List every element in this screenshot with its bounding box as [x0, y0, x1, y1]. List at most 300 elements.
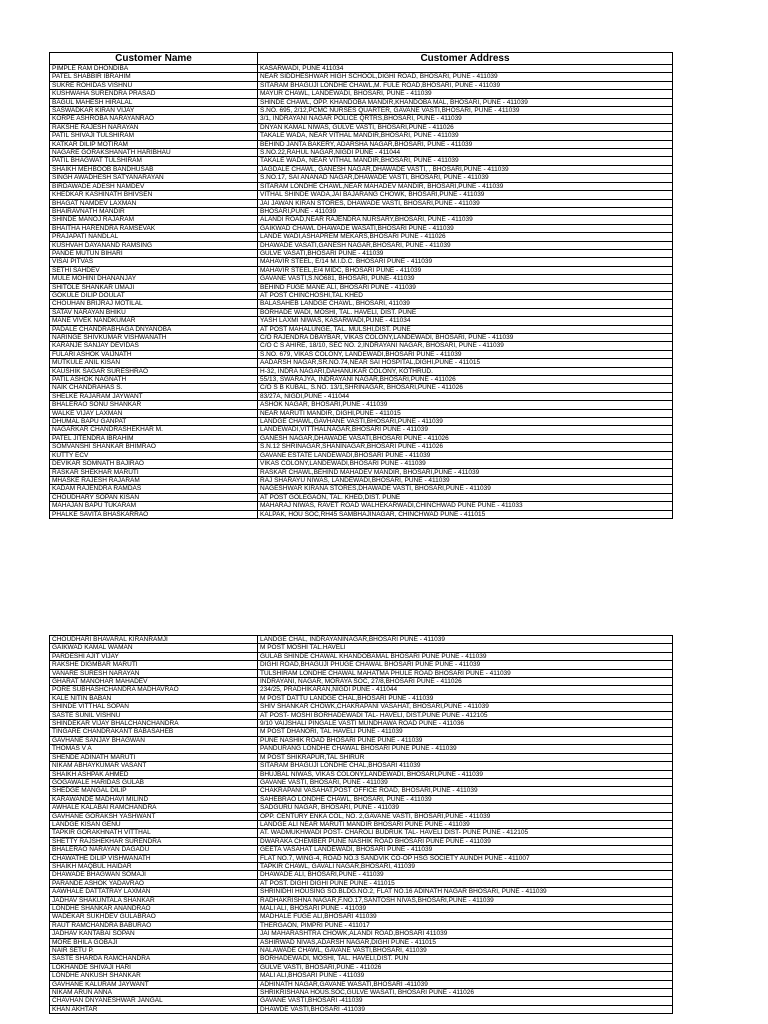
customer-address-cell: BHUJBAL NIWAS, VIKAS COLONY,LANDEWADI, BHOSARI,PUNE - 411039 — [258, 770, 673, 778]
customer-address-cell: S.NO.17, SAI ANANAD NAGAR,DHAWADE VASTI, BHOSARI, PUNE - 411039 — [258, 174, 673, 182]
table-row — [50, 115, 673, 123]
table-row — [50, 98, 673, 106]
customer-name-cell: PARDESHI AJIT VIJAY — [50, 652, 258, 660]
customer-address-cell: NEAR MARUTI MANDIR, DIGHI,PUNE - 411015 — [258, 409, 673, 417]
customer-name-cell: SASTE SHARDA RAMCHANDRA — [50, 955, 258, 963]
customer-name-cell: CHOUDHARY SOPAN KISAN — [50, 493, 258, 501]
customer-address-cell: JAI JAWAN KIRAN STORES, DHAWADE VASTI, BHOSARI,PUNE - 411039 — [258, 199, 673, 207]
table-row — [50, 216, 673, 224]
table-row — [50, 376, 673, 384]
customer-name-cell: PATIL ASHOK NAGNATH — [50, 376, 258, 384]
customer-address-cell: M POST DHANORI, TAL HAVELI PUNE - 411039 — [258, 728, 673, 736]
customer-name-cell: WALKE VIJAY LAXMAN — [50, 409, 258, 417]
customer-name-cell: MORE BHILA GOBAJI — [50, 938, 258, 946]
customer-name-cell: SHINDE MANOJ RAJARAM — [50, 216, 258, 224]
customer-address-cell: NAGESHWAR KIRANA STORES,DHAWADE VASTI, BHOSARI,PUNE - 411039 — [258, 485, 673, 493]
table-row — [50, 846, 673, 854]
customer-address-cell: NALAWADE CHAWL, GAVANE VASTI,BHOSARI, 411039 — [258, 947, 673, 955]
customer-address-cell: M POST SHIKRAPUR,TAL SHIRUR — [258, 753, 673, 761]
customer-address-cell: GEETA VASAHAT LANDEWADI, BHOSARI PUNE - 411039 — [258, 846, 673, 854]
customer-address-cell: FLAT NO.7, WING-4, ROAD NO.3 SANDVIK CO-OP HSG SOCIETY AUNDH PUNE - 411007 — [258, 854, 673, 862]
table-row — [50, 795, 673, 803]
table-row — [50, 476, 673, 484]
customer-address-cell: LANDGE ALI NEAR MARUTI MANDIR BHOSARI PUNE PUNE - 411039 — [258, 820, 673, 828]
table-row — [50, 896, 673, 904]
customer-address-cell: MAHAVIR STEEL, E/14 M.I.D.C. BHOSARI PUNE - 411039 — [258, 258, 673, 266]
customer-name-cell: SHINDE VITTHAL SOPAN — [50, 703, 258, 711]
customer-address-cell: SHINDE CHAWL, OPP. KHANDOBA MANDIR,KHANDOBA MAL, BHOSARI, PUNE - 411039 — [258, 98, 673, 106]
table-row — [50, 669, 673, 677]
customer-name-cell: SHENDE ADINATH MARUTI — [50, 753, 258, 761]
customer-address-cell: GAVANE VASTI,BHOSARI -411039 — [258, 997, 673, 1005]
customer-name-cell: PATIL SHIVAJI TULSHIRAM — [50, 132, 258, 140]
customer-name-cell: THOMAS V A — [50, 745, 258, 753]
table-row — [50, 678, 673, 686]
table-row — [50, 207, 673, 215]
customer-address-cell: PANDURANG LONDHE CHAWAL BHOSARI PUNE PUNE - 411039 — [258, 745, 673, 753]
customer-address-cell: TULSHIRAM LONDHE CHAWAL MAHATMA PHULE ROAD BHOSARI PUNE - 411039 — [258, 669, 673, 677]
table-row — [50, 384, 673, 392]
customer-name-cell: NIKAM ABHAYKUMAR VASANT — [50, 762, 258, 770]
table-row — [50, 460, 673, 468]
table-row — [50, 275, 673, 283]
customer-name-cell: LANDGE KISAN GENU — [50, 820, 258, 828]
table-row — [50, 434, 673, 442]
table-row — [50, 392, 673, 400]
customer-name-cell: MULE MOHINI DHANANJAY — [50, 275, 258, 283]
customer-address-cell: AADARSH NAGAR,SR.NO.74,NEAR SAI HOSPITAL,DIGHI,PUNE - 411015 — [258, 359, 673, 367]
customer-address-cell: M POST DATTU LANDGE CHAL,BHOSARI PUNE - 411039 — [258, 694, 673, 702]
customer-address-cell: GULVE VASATI,BHOSARI PUNE - 411039 — [258, 249, 673, 257]
customer-address-cell: GAVANE ESTATE LANDEWADI,BHOSARI PUNE - 411039 — [258, 451, 673, 459]
customer-name-cell: SHITOLE SHANKAR UMAJI — [50, 283, 258, 291]
customer-name-cell: SATAV NARAYAN BHIKU — [50, 308, 258, 316]
customer-address-cell: SAHEBRAO LONDHE CHAWL, BHOSARI, PUNE - 411039 — [258, 795, 673, 803]
table-row — [50, 636, 673, 644]
table-row — [50, 73, 673, 81]
table-row — [50, 644, 673, 652]
customer-name-cell: GAVHANE KALURAM JAYWANT — [50, 980, 258, 988]
customer-name-cell: AWHALE KALABAI RAMCHANDRA — [50, 804, 258, 812]
table-row — [50, 871, 673, 879]
table-row — [50, 703, 673, 711]
customer-address-cell: LANDEWADI,VITTHALNAGAR,BHOSARI PUNE - 411039 — [258, 426, 673, 434]
header-row — [50, 53, 673, 65]
table-row — [50, 249, 673, 257]
table-row — [50, 182, 673, 190]
customer-address-cell: ALANDI ROAD,NEAR RAJENDRA NURSARY,BHOSARI, PUNE - 411039 — [258, 216, 673, 224]
customer-name-cell: PHALKE SAVITA BHASKARRAO — [50, 510, 258, 518]
header-customer-name: Customer Name — [50, 53, 258, 65]
customer-name-cell: WADEKAR SUKHDEV GULABRAO — [50, 913, 258, 921]
customer-address-cell: MAYUR CHAWL, LANDEWADI, BHOSARI, PUNE - 411039 — [258, 90, 673, 98]
customer-address-cell: AT POST MAHALUNGE, TAL. MULSHI,DIST. PUNE — [258, 325, 673, 333]
table-row — [50, 123, 673, 131]
table-row — [50, 770, 673, 778]
customer-address-cell: RADHAKRISHNA NAGAR,F.NO.17,SANTOSH NIVAS,BHOSARI,PUNE - 411039 — [258, 896, 673, 904]
customer-address-cell: H-32, INDRA NAGARI,DAHANUKAR COLONY, KOTHRUD. — [258, 367, 673, 375]
table-row — [50, 308, 673, 316]
customer-name-cell: SHAIKH MAQBUL HAIDAR — [50, 862, 258, 870]
customer-address-cell: TAKALE WADA, NEAR VITHAL MANDIR,BHOSARI, PUNE - 411039 — [258, 132, 673, 140]
customer-address-cell: DHAWDE VASTI,BHOSARI -411039 — [258, 1005, 673, 1013]
customer-address-cell: GAVANE VASTI,S.NO681, BHOSARI, PUNE- 411039 — [258, 275, 673, 283]
customer-address-cell: MALI ALI, BHOSARI PUNE - 411039 — [258, 905, 673, 913]
customer-name-cell: NAGARE GORAKSHANATH HARIBHAU — [50, 149, 258, 157]
table-row — [50, 409, 673, 417]
customer-address-cell: MALI ALI,BHOSARI PUNE - 411039 — [258, 972, 673, 980]
customer-name-cell: SINGH AWADHESH SATYANARAYAN — [50, 174, 258, 182]
customer-name-cell: SHAIKH MEHBOOB BANDHUSAB — [50, 165, 258, 173]
customer-name-cell: JADHAV SHAKUNTALA SHANKAR — [50, 896, 258, 904]
table-row — [50, 502, 673, 510]
table-row — [50, 367, 673, 375]
customer-address-cell: BHOSARI,PUNE - 411039 — [258, 207, 673, 215]
customer-address-cell: AT POST CHINCHOSHI,TAL KHED — [258, 291, 673, 299]
customer-name-cell: KARANJE SANJAY DEVIDAS — [50, 342, 258, 350]
table-row — [50, 997, 673, 1005]
customer-name-cell: MHASKE RAJESH RAJARAM — [50, 476, 258, 484]
table-row — [50, 199, 673, 207]
table-row — [50, 191, 673, 199]
customer-name-cell: AAWHALE DATTATRAY LAXMAN — [50, 888, 258, 896]
table-row — [50, 812, 673, 820]
customer-name-cell: LONDHE ANKUSH SHANKAR — [50, 972, 258, 980]
customer-address-cell: RAJ SHARAYU NIWAS, LANDEWADI,BHOSARI, PUNE - 411039 — [258, 476, 673, 484]
table-row — [50, 652, 673, 660]
customer-name-cell: SHEDGE MANGAL DILIP — [50, 787, 258, 795]
customer-address-cell: BEHIND FUGE MANE ALI, BHOSARI PUNE - 411039 — [258, 283, 673, 291]
customer-address-cell: OPP. CENTURY ENKA COL, NO. 2,GAVANE VASTI, BHOSARI,PUNE - 411039 — [258, 812, 673, 820]
customer-name-cell: VANARE SURESH NARAYAN — [50, 669, 258, 677]
customer-name-cell: KALE NITIN BABAN — [50, 694, 258, 702]
table-row — [50, 955, 673, 963]
customer-address-cell: NEAR SIDDHESHWAR HIGH SCHOOL,DIGHI ROAD, BHOSARI, PUNE - 411039 — [258, 73, 673, 81]
customer-address-cell: S.NO. 679, VIKAS COLONY, LANDEWADI,BHOSARI PUNE - 411039 — [258, 350, 673, 358]
customer-name-cell: RAKSHE RAJESH NARAYAN — [50, 123, 258, 131]
customer-name-cell: BIRDAWADE ADESH NAMDEV — [50, 182, 258, 190]
customer-address-cell: TAKALE WADA, NEAR VITHAL MANDIR,BHOSARI, PUNE - 411039 — [258, 157, 673, 165]
customer-address-cell: KASARWADI, PUNE 411034 — [258, 65, 673, 73]
customer-name-cell: CHAWATHE DILIP VISHWANATH — [50, 854, 258, 862]
customer-name-cell: PADALE CHANDRABHAGA DNYANOBA — [50, 325, 258, 333]
table-row — [50, 787, 673, 795]
table-row — [50, 728, 673, 736]
customer-address-cell: KALPAK, HOU SOC,RH45 SAMBHAJINAGAR, CHINCHWAD PUNE - 411015 — [258, 510, 673, 518]
customer-name-cell: PATEL SHABBIR IBRAHIM — [50, 73, 258, 81]
table-row — [50, 963, 673, 971]
customer-name-cell: PORE SUBHASHCHANDRA MADHAVRAO — [50, 686, 258, 694]
customer-name-cell: NARINGE SHIVKUMAR VISHWANATH — [50, 334, 258, 342]
customer-address-cell: MAHAVIR STEEL,E/4 MIDC, BHOSARI PUNE - 411039 — [258, 266, 673, 274]
customer-name-cell: DEVIKAR SOMNATH BAJIRAO — [50, 460, 258, 468]
customer-address-cell: 55/13, SWARAJYA, INDRAYANI NAGAR,BHOSARI,PUNE - 411026 — [258, 376, 673, 384]
customer-name-cell: GAVHANE GORAKSH YASHWANT — [50, 812, 258, 820]
table-row — [50, 300, 673, 308]
customer-address-cell: BALASAHEB LANDGE CHAWL, BHOSARI, 411039 — [258, 300, 673, 308]
customer-address-cell: ASHOK NAGAR, BHOSARI,PUNE - 411039 — [258, 401, 673, 409]
customer-address-cell: YASH LAXMI NIWAS, KASARWADI,PUNE - 411034 — [258, 317, 673, 325]
table-row — [50, 493, 673, 501]
customer-address-cell: SITARAM BHAGUJI LONDHE CHAL,BHOSARI 411039 — [258, 762, 673, 770]
customer-address-cell: JAGDALE CHAWL, GANESH NAGAR,DHAWADE VASTI, , BHOSARI,PUNE - 411039 — [258, 165, 673, 173]
customer-name-cell: PARANDE ASHOK YADAVRAO — [50, 879, 258, 887]
table-row — [50, 224, 673, 232]
customer-address-cell: C/O C S AHIRE, 18/10, SEC NO. 2,INDRAYANI NAGAR, BHOSARI, PUNE - 411039 — [258, 342, 673, 350]
customer-name-cell: SASTE SUNIL VISHNU — [50, 711, 258, 719]
customer-name-cell: CHOUDHARI BHAVARAL KIRANRAMJI — [50, 636, 258, 644]
customer-address-cell: BEHIND JANTA BAKERY, ADARSHA NAGAR,BHOSARI, PUNE - 411039 — [258, 140, 673, 148]
customer-name-cell: KUSHVAH DAYANAND RAMSING — [50, 241, 258, 249]
table-row — [50, 443, 673, 451]
customer-name-cell: MAHAJAN BAPU TUKARAM — [50, 502, 258, 510]
customer-name-cell: RAUT RAMCHANDRA BABURAO — [50, 921, 258, 929]
customer-name-cell: SHETTY RAJSHEKHAR SURENDRA — [50, 837, 258, 845]
customer-address-cell: DHAWADE ALI, BHOSARI,PUNE - 411039 — [258, 871, 673, 879]
table-row — [50, 862, 673, 870]
table-row — [50, 350, 673, 358]
table-row — [50, 720, 673, 728]
table-row — [50, 401, 673, 409]
customer-address-cell: DNYAN KAMAL NIWAS, GULVE VASTI, BHOSARI,PUNE - 411026 — [258, 123, 673, 131]
customer-name-cell: NAGARKAR CHANDRASHEKHAR M. — [50, 426, 258, 434]
customer-name-cell: KARAWANDE MADHAVI MILIND — [50, 795, 258, 803]
customer-address-cell: S.NO.22,RAHUL NAGAR,NIGDI PUNE - 411044 — [258, 149, 673, 157]
table-row — [50, 711, 673, 719]
customer-name-cell: KATKAR DILIP MOTIRAM — [50, 140, 258, 148]
customer-table-bottom — [49, 635, 673, 1014]
customer-address-cell: PUNE NASHIK ROAD BHOSARI PUNE PUNE - 411039 — [258, 736, 673, 744]
table-row — [50, 342, 673, 350]
customer-name-cell: LOKHANDE SHIVAJI HARI — [50, 963, 258, 971]
customer-address-cell: ASHIRWAD NIVAS,ADARSH NAGAR,DIGHI PUNE - 411015 — [258, 938, 673, 946]
customer-address-cell: BORHADEWADI, MOSHI, TAL. HAVELI,DIST. PUN — [258, 955, 673, 963]
customer-name-cell: KAUSHIK SAGAR SURESHRAO — [50, 367, 258, 375]
customer-address-cell: C/O RAJENDRA DBAYBAR, VIKAS COLONY,LANDEWADI, BHOSARI, PUNE - 411039 — [258, 334, 673, 342]
customer-name-cell: NIKAM ARUN ANNA — [50, 989, 258, 997]
table-row — [50, 972, 673, 980]
customer-name-cell: BAGUL MAHESH HIRALAL — [50, 98, 258, 106]
table-body-bottom — [50, 636, 673, 1014]
customer-address-cell: 234/25, PRADHIKARAN,NIGDI PUNE - 411044 — [258, 686, 673, 694]
customer-address-cell: AT POST. DIGHI DIGHI PUNE PUNE - 411015 — [258, 879, 673, 887]
table-row — [50, 149, 673, 157]
customer-address-cell: VIKAS COLONY,LANDEWADI,BHOSARI PUNE - 411039 — [258, 460, 673, 468]
customer-name-cell: SETHI SAHDEV — [50, 266, 258, 274]
customer-name-cell: CHAVHAN DNYANESHWAR JANGAL — [50, 997, 258, 1005]
customer-address-cell: SADGURU NAGAR, BHOSARI, PUNE - 411039 — [258, 804, 673, 812]
customer-name-cell: VISAI PITVAS — [50, 258, 258, 266]
customer-name-cell: LONDHE SHANKAR ANANDRAO — [50, 905, 258, 913]
table-row — [50, 930, 673, 938]
table-row — [50, 157, 673, 165]
customer-name-cell: BHAITHA HARENDRA RAMSEVAK — [50, 224, 258, 232]
table-row — [50, 174, 673, 182]
customer-name-cell: GOKULE DILIP DOULAT — [50, 291, 258, 299]
customer-name-cell: GOGAWALE HARIDAS GULAB — [50, 778, 258, 786]
customer-name-cell: MANE VIVEK NANDKUMAR — [50, 317, 258, 325]
table-row — [50, 753, 673, 761]
table-row — [50, 283, 673, 291]
customer-name-cell: BHAGAT NAMDEV LAXMAN — [50, 199, 258, 207]
customer-address-cell: S.NO. 695, 2/12,PCMC NURSES QUARTER, GAVANE VASTI,BHOSARI, PUNE - 411039 — [258, 107, 673, 115]
customer-address-cell: THERGAON, PIMPRI PUNE - 411017 — [258, 921, 673, 929]
customer-name-cell: FULARI ASHOK VAIJNATH — [50, 350, 258, 358]
table-row — [50, 334, 673, 342]
table-row — [50, 266, 673, 274]
customer-name-cell: SUKRE ROHIDAS VISHNU — [50, 81, 258, 89]
table-row — [50, 921, 673, 929]
table-body-top — [50, 65, 673, 519]
customer-address-cell: AT POST- MOSHI BORHADEWADI TAL- HAVELI, DIST.PUNE PUNE - 412105 — [258, 711, 673, 719]
table-row — [50, 694, 673, 702]
customer-name-cell: MUTKULE ANIL KISAN — [50, 359, 258, 367]
customer-address-cell: GAVANE VASTI, BHOSARI, PUNE - 411039 — [258, 778, 673, 786]
customer-name-cell: RASKAR SHEKHAR MARUTI — [50, 468, 258, 476]
customer-name-cell: NAIK CHANDRAHAS S. — [50, 384, 258, 392]
table-row — [50, 938, 673, 946]
customer-address-cell: MAHARAJ NIWAS, RAVET ROAD WALHEKARWADI,CHINCHWAD PUNE PUNE - 411033 — [258, 502, 673, 510]
customer-name-cell: BHALERAO SONU SHANKAR — [50, 401, 258, 409]
table-row — [50, 980, 673, 988]
customer-name-cell: GHARAT MANOHAR MAHADEV — [50, 678, 258, 686]
table-row — [50, 947, 673, 955]
customer-name-cell: RAKSHE DIGMBAR MARUTI — [50, 661, 258, 669]
customer-address-cell: DHAWADE VASATI,GANESH NAGAR,BHOSARI, PUNE - 411039 — [258, 241, 673, 249]
customer-address-cell: DIGHI ROAD,BHAGUJI PHUGE CHAWAL BHOSARI PUNE PUNE - 411039 — [258, 661, 673, 669]
customer-name-cell: JADHAV KANTABAI SOPAN — [50, 930, 258, 938]
customer-address-cell: VITHAL SHINDE WADA,JAI BAJARANG CHOWK, BHOSARI,PUNE - 411039 — [258, 191, 673, 199]
customer-name-cell: KHAN AKHTAR — [50, 1005, 258, 1013]
customer-address-cell: SHRINIDHI HOUSING SO.BLDG.NO.2, FLAT NO.16 ADINATH NAGAR BHOSARI, PUNE - 411039 — [258, 888, 673, 896]
table-row — [50, 241, 673, 249]
table-row — [50, 468, 673, 476]
customer-name-cell: DHAWADE BHAGWAN SOMAJI — [50, 871, 258, 879]
customer-name-cell: SASWADKAR KIRAN VIJAY — [50, 107, 258, 115]
customer-name-cell: DHUMAL BAPU GANPAT — [50, 418, 258, 426]
customer-address-cell: ADHINATH NAGAR,GAVANE WASATI,BHOSARI -411039 — [258, 980, 673, 988]
table-row — [50, 359, 673, 367]
table-row — [50, 989, 673, 997]
customer-name-cell: PATIL BHAGWAT TULSHIRAM — [50, 157, 258, 165]
table-row — [50, 1005, 673, 1013]
customer-table-top — [49, 52, 673, 519]
table-row — [50, 829, 673, 837]
customer-name-cell: KUSHWAHA SURENDRA PRASAD — [50, 90, 258, 98]
customer-address-cell: MADHALE FUGE ALI,BHOSARI 411039 — [258, 913, 673, 921]
table-row — [50, 879, 673, 887]
customer-name-cell: KHEDKAR KASHINATH BHIVSEN — [50, 191, 258, 199]
customer-address-cell: LANDE WADI,ASHAPREM MEKARS,BHOSARI PUNE - 411026 — [258, 233, 673, 241]
customer-name-cell: SHELKE RAJARAM JAYWANT — [50, 392, 258, 400]
table-row — [50, 233, 673, 241]
customer-name-cell: PRAJAPATI NANDLAL — [50, 233, 258, 241]
table-row — [50, 854, 673, 862]
table-row — [50, 140, 673, 148]
customer-address-cell: BORHADE WADI, MOSHI, TAL. HAVELI, DIST. PUNE — [258, 308, 673, 316]
table-row — [50, 905, 673, 913]
table-row — [50, 888, 673, 896]
customer-name-cell: PIMPLE RAM DHONDIBA — [50, 65, 258, 73]
customer-address-cell: LANDGE CHAL, INDRAYANINAGAR,BHOSARI PUNE - 411039 — [258, 636, 673, 644]
table-row — [50, 820, 673, 828]
customer-name-cell: BHALERAO NARAYAN DAGADU — [50, 846, 258, 854]
customer-address-cell: JAI MAHARASHTRA CHOWK,ALANDI ROAD,BHOSARI 411039 — [258, 930, 673, 938]
table-row — [50, 804, 673, 812]
table-row — [50, 762, 673, 770]
customer-name-cell: NAIR SETU P. — [50, 947, 258, 955]
customer-name-cell: BHAIRAVNATH MANDIR — [50, 207, 258, 215]
customer-name-cell: KUTTY ECV — [50, 451, 258, 459]
customer-name-cell: PATEL JITENDRA IBRAHIM — [50, 434, 258, 442]
table-row — [50, 65, 673, 73]
table-row — [50, 778, 673, 786]
customer-address-cell: 83/27A, NIGDI,PUNE - 411044 — [258, 392, 673, 400]
customer-address-cell: CHAKRAPANI VASAHAT,POST OFFICE ROAD, BHOSARI,PUNE - 411039 — [258, 787, 673, 795]
table-row — [50, 81, 673, 89]
customer-name-cell: GAIKWAD KAMAL WAMAN — [50, 644, 258, 652]
customer-name-cell: KORPE ASHROBA NARAYANRAO — [50, 115, 258, 123]
customer-address-cell: SHRIKRISHANA HOUS.SOC,GULVE WASATI, BHOSARI PUNE - 411026 — [258, 989, 673, 997]
table-row — [50, 510, 673, 518]
table-row — [50, 90, 673, 98]
customer-address-cell: GULVE VASTI, BHOSARI,PUNE - 411026 — [258, 963, 673, 971]
table-row — [50, 317, 673, 325]
table-row — [50, 165, 673, 173]
table-row — [50, 426, 673, 434]
table-row — [50, 132, 673, 140]
customer-address-cell: C/O S B KUBAL, S.NO. 13/1,SHRINAGAR, BHOSARI,PUNE - 411026 — [258, 384, 673, 392]
table-row — [50, 291, 673, 299]
table-row — [50, 451, 673, 459]
customer-address-cell: GULAB SHINDE CHAWAL KHANDOBAMAL BHOSARI PUNE PUNE - 411039 — [258, 652, 673, 660]
table-row — [50, 837, 673, 845]
customer-address-cell: SHIV SHANKAR CHOWK,CHAKRAPANI VASAHAT, BHOSARI,PUNE - 411039 — [258, 703, 673, 711]
customer-address-cell: TAPKIR CHAWL, GAVALI NAGAR,BHOSARI, 411039 — [258, 862, 673, 870]
customer-address-cell: LANDGE CHAWL,GAVHANE VASTI,BHOSARI,PUNE - 411039 — [258, 418, 673, 426]
customer-name-cell: PANDE MUTUN BIHARI — [50, 249, 258, 257]
customer-name-cell: KADAM RAJENDRA RAMDAS — [50, 485, 258, 493]
table-row — [50, 107, 673, 115]
table-row — [50, 745, 673, 753]
customer-name-cell: TAPKIR GORAKHNATH VITTHAL — [50, 829, 258, 837]
customer-address-cell: RASKAR CHAWL,BEHIND MAHADEV MANDIR, BHOSARI,PUNE - 411039 — [258, 468, 673, 476]
customer-address-cell: GANESH NAGAR,DHAWADE VASATI,BHOSARI PUNE - 411026 — [258, 434, 673, 442]
customer-address-cell: M POST MOSHI TAL.HAVELI — [258, 644, 673, 652]
table-row — [50, 258, 673, 266]
table-row — [50, 661, 673, 669]
customer-address-cell: SITARAM BHAGUJI LONDHE CHAWL,M. FULE ROAD,BHOSARI, PUNE - 411039 — [258, 81, 673, 89]
customer-name-cell: SHINDEKAR VIJAY BHALCHANCHANDRA — [50, 720, 258, 728]
customer-address-cell: 9/10 VAIJSHALI PINGALE VASTI MUNDHAWA ROAD PUNE - 411036 — [258, 720, 673, 728]
customer-name-cell: SOMVANSHI SHANKAR BHIMRAO — [50, 443, 258, 451]
customer-address-cell: GAIKWAD CHAWL DHAWADE WASATI,BHOSARI PUNE - 411039 — [258, 224, 673, 232]
customer-address-cell: SITARAM LONDHE CHAWL,NEAR MAHADEV MANDIR, BHOSARI,PUNE - 411039 — [258, 182, 673, 190]
table-row — [50, 418, 673, 426]
customer-name-cell: SHAIKH ASHPAK AHMED — [50, 770, 258, 778]
customer-name-cell: CHOUHAN BRIJRAJ MOTILAL — [50, 300, 258, 308]
table-row — [50, 325, 673, 333]
customer-name-cell: TINGARE CHANDRAKANT BABASAHEB — [50, 728, 258, 736]
header-customer-address: Customer Address — [258, 53, 673, 65]
customer-address-cell: 3/1, INDRAYANI NAGAR POLICE QRTRS,BHOSARI, PUNE - 411039 — [258, 115, 673, 123]
customer-address-cell: AT POST GOLEGAON, TAL. KHED,DIST. PUNE — [258, 493, 673, 501]
customer-address-cell: INDRAYANI, NAGAR, MORAYA SOC, 27/8,BHOSARI PUNE - 411026 — [258, 678, 673, 686]
table-row — [50, 913, 673, 921]
customer-name-cell: GAVHANE SANJAY BHAGWAN — [50, 736, 258, 744]
table-row — [50, 736, 673, 744]
customer-address-cell: S.N.12 SHRINAGAR,SHANINAGAR,BHOSARI PUNE - 411026 — [258, 443, 673, 451]
